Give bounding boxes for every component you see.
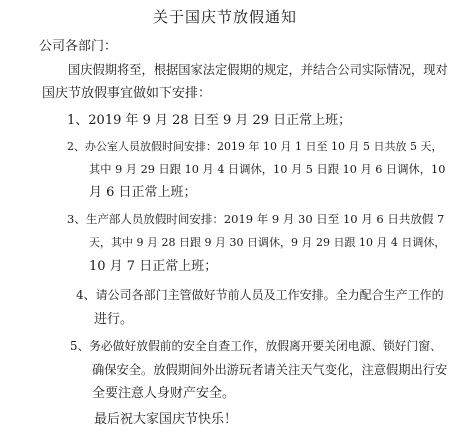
item-5-line-2: 确保安全。放假期间外出游玩者请关注天气变化，注意假期出行安 — [92, 363, 448, 377]
item-4-line-1: 4、请公司各部门主管做好节前人员及工作安排。全力配合生产工作的 — [76, 288, 444, 302]
item-5-line-3: 全要注意人身财产安全。 — [92, 386, 236, 401]
salutation: 公司各部门： — [39, 39, 118, 54]
item-3-line-2: 天，其中 9 月 28 日跟 9 月 30 日调休，9 月 29 日跟 10 月 4 日调休， — [89, 236, 446, 249]
item-3-line-1: 3、生产部人员放假时间安排：2019 年 9 月 30 日至 10 月 6 日共放假 7 — [67, 212, 445, 226]
notice-title: 关于国庆节放假通知 — [152, 8, 297, 26]
item-2-line-2: 其中 9 月 29 日跟 10 月 4 日调休，10 月 5 日跟 10 月 6 日调休，10 — [89, 163, 446, 176]
item-2-line-3: 月 6 日正常上班； — [89, 185, 197, 200]
item-1: 1、2019 年 9 月 28 日至 9 月 29 日正常上班； — [67, 113, 352, 128]
item-5-line-1: 5、务必做好放假前的安全自查工作，放假离开要关闭电源、锁好门窗、 — [70, 339, 442, 353]
item-3-line-3: 10 月 7 日正常上班； — [89, 259, 218, 274]
intro-line-2: 国庆节放假事宜做如下安排： — [42, 86, 212, 101]
item-2-line-1: 2、办公室人员放假时间安排：2019 年 10 月 1 日至 10 月 5 日共放 5 天， — [67, 140, 443, 153]
closing-line: 最后祝大家国庆节快乐！ — [94, 412, 238, 427]
intro-line-1: 国庆假期将至，根据国家法定假期的规定，并结合公司实际情况，现对 — [68, 63, 448, 77]
item-4-line-2: 进行。 — [94, 312, 134, 327]
